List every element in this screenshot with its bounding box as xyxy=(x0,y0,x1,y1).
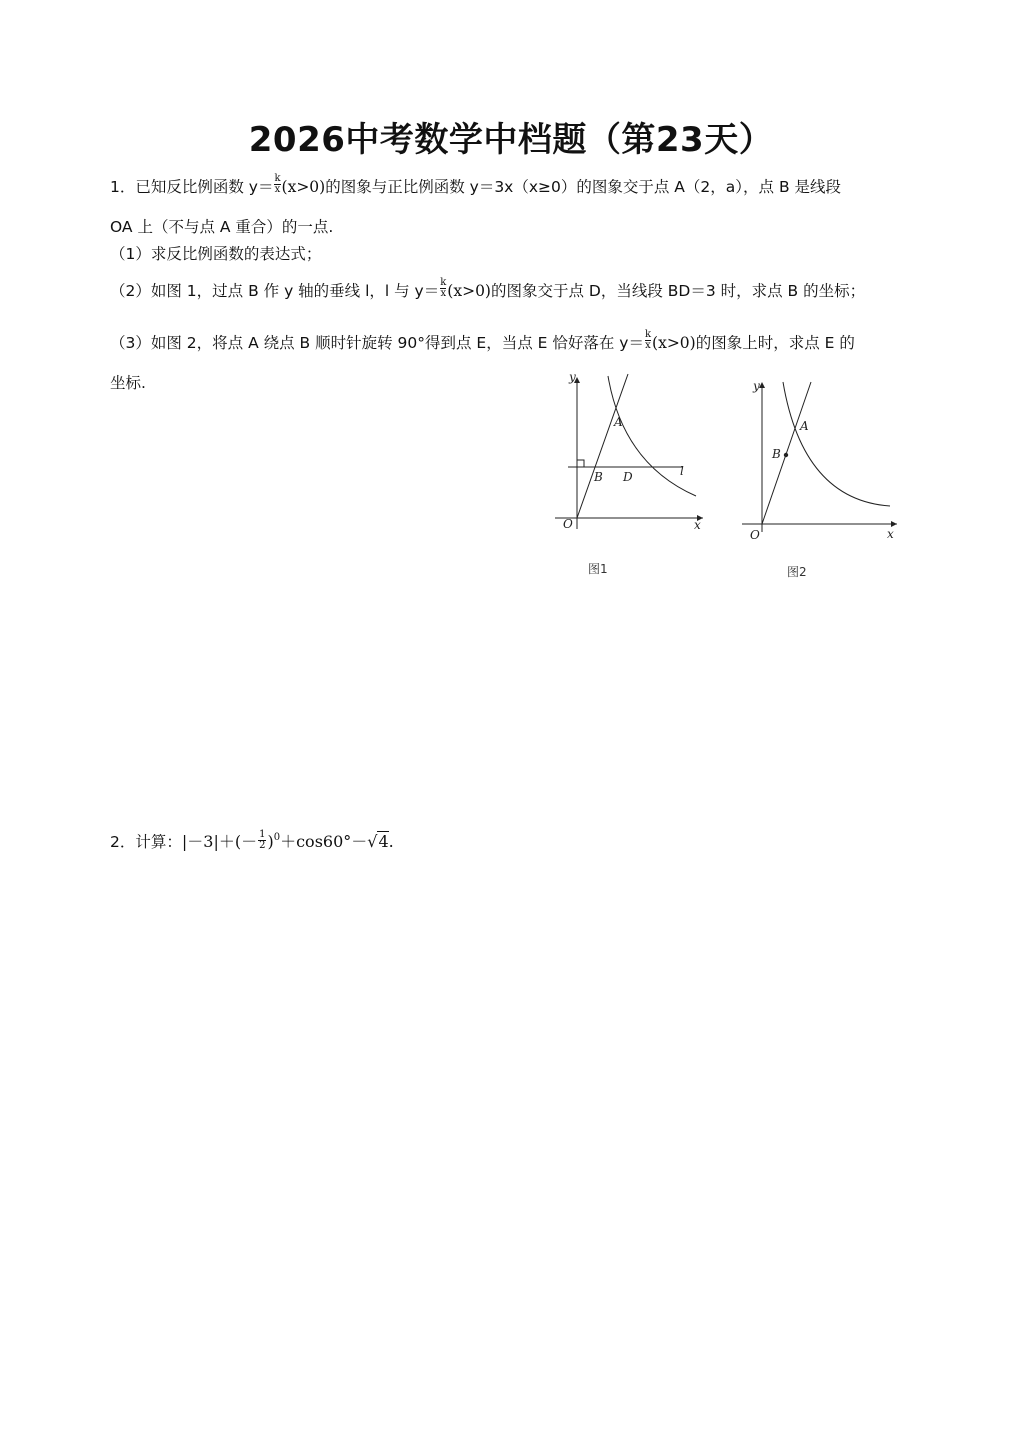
fraction-k-over-x: $\frac{k}{x}$ xyxy=(440,277,447,299)
domain-condition: (x>0) xyxy=(447,282,491,300)
label-origin: O xyxy=(563,517,573,531)
label-x: x xyxy=(694,518,701,532)
q2-prefix: 2．计算： xyxy=(110,833,182,851)
label-B: B xyxy=(594,470,603,484)
q1-part-2-text: （2）如图 1，过点 B 作 y 轴的垂线 l，l 与 y＝ xyxy=(110,282,440,300)
page-title: 2026中考数学中档题（第23天） xyxy=(248,120,774,160)
label-B: B xyxy=(772,447,781,461)
figure-2-caption: 图2 xyxy=(787,565,807,579)
q1-part-1: （1）求反比例函数的表达式； xyxy=(110,245,322,263)
q2-exponent: 0 xyxy=(273,832,281,843)
right-angle-mark xyxy=(577,460,584,467)
q2-cos-term: ＋cos60°－ xyxy=(280,832,368,851)
fraction-k-over-x: $\frac{k}{x}$ xyxy=(274,173,281,195)
q1-text: 的图象与正比例函数 y＝3x（x≥0）的图象交于点 A（2，a），点 B 是线段 xyxy=(325,178,842,196)
point-B xyxy=(784,453,788,457)
label-y: y xyxy=(753,379,760,393)
q1-line-1 xyxy=(110,173,842,197)
hyperbola xyxy=(783,382,890,506)
q2-end: . xyxy=(388,832,394,851)
domain-condition: (x>0) xyxy=(281,178,326,196)
q1-part-2-text: 的图象交于点 D，当线段 BD＝3 时，求点 B 的坐标； xyxy=(490,282,866,300)
q1-part-3-end: 坐标. xyxy=(110,374,146,392)
label-D: D xyxy=(623,470,633,484)
q1-part-3-text: 的图象上时，求点 E 的 xyxy=(695,334,855,352)
q1-text: 1．已知反比例函数 y＝ xyxy=(110,178,274,196)
figure-1 xyxy=(548,364,718,544)
q2-line xyxy=(110,828,394,852)
label-l: l xyxy=(680,464,684,478)
figure-2 xyxy=(735,372,905,552)
label-y: y xyxy=(569,370,576,384)
q1-part-2 xyxy=(110,277,866,301)
q2-expression: |－3|＋(－ $\frac{1}{2}$ )$^0$＋cos60°－√4. xyxy=(181,829,394,851)
q2-paren: ) xyxy=(267,832,274,851)
label-x: x xyxy=(887,527,894,541)
label-origin: O xyxy=(750,528,760,542)
domain-condition: (x>0) xyxy=(652,334,696,352)
label-A: A xyxy=(800,419,809,433)
fraction-k-over-x: $\frac{k}{x}$ xyxy=(644,329,652,351)
y-axis-arrow xyxy=(759,382,765,388)
q1-line-2: OA 上（不与点 A 重合）的一点. xyxy=(110,218,334,236)
figure-1-caption: 图1 xyxy=(588,562,608,576)
q2-sqrt-radicand: 4 xyxy=(378,832,389,851)
label-A: A xyxy=(614,415,623,429)
q1-part-3 xyxy=(110,329,855,353)
fraction-one-half: $\frac{1}{2}$ xyxy=(259,829,266,851)
q1-part-3-text: （3）如图 2，将点 A 绕点 B 顺时针旋转 90°得到点 E，当点 E 恰好落在 y＝ xyxy=(110,334,644,352)
q2-abs-term: |－3|＋(－ xyxy=(181,832,258,851)
line-y-3x xyxy=(577,374,628,518)
